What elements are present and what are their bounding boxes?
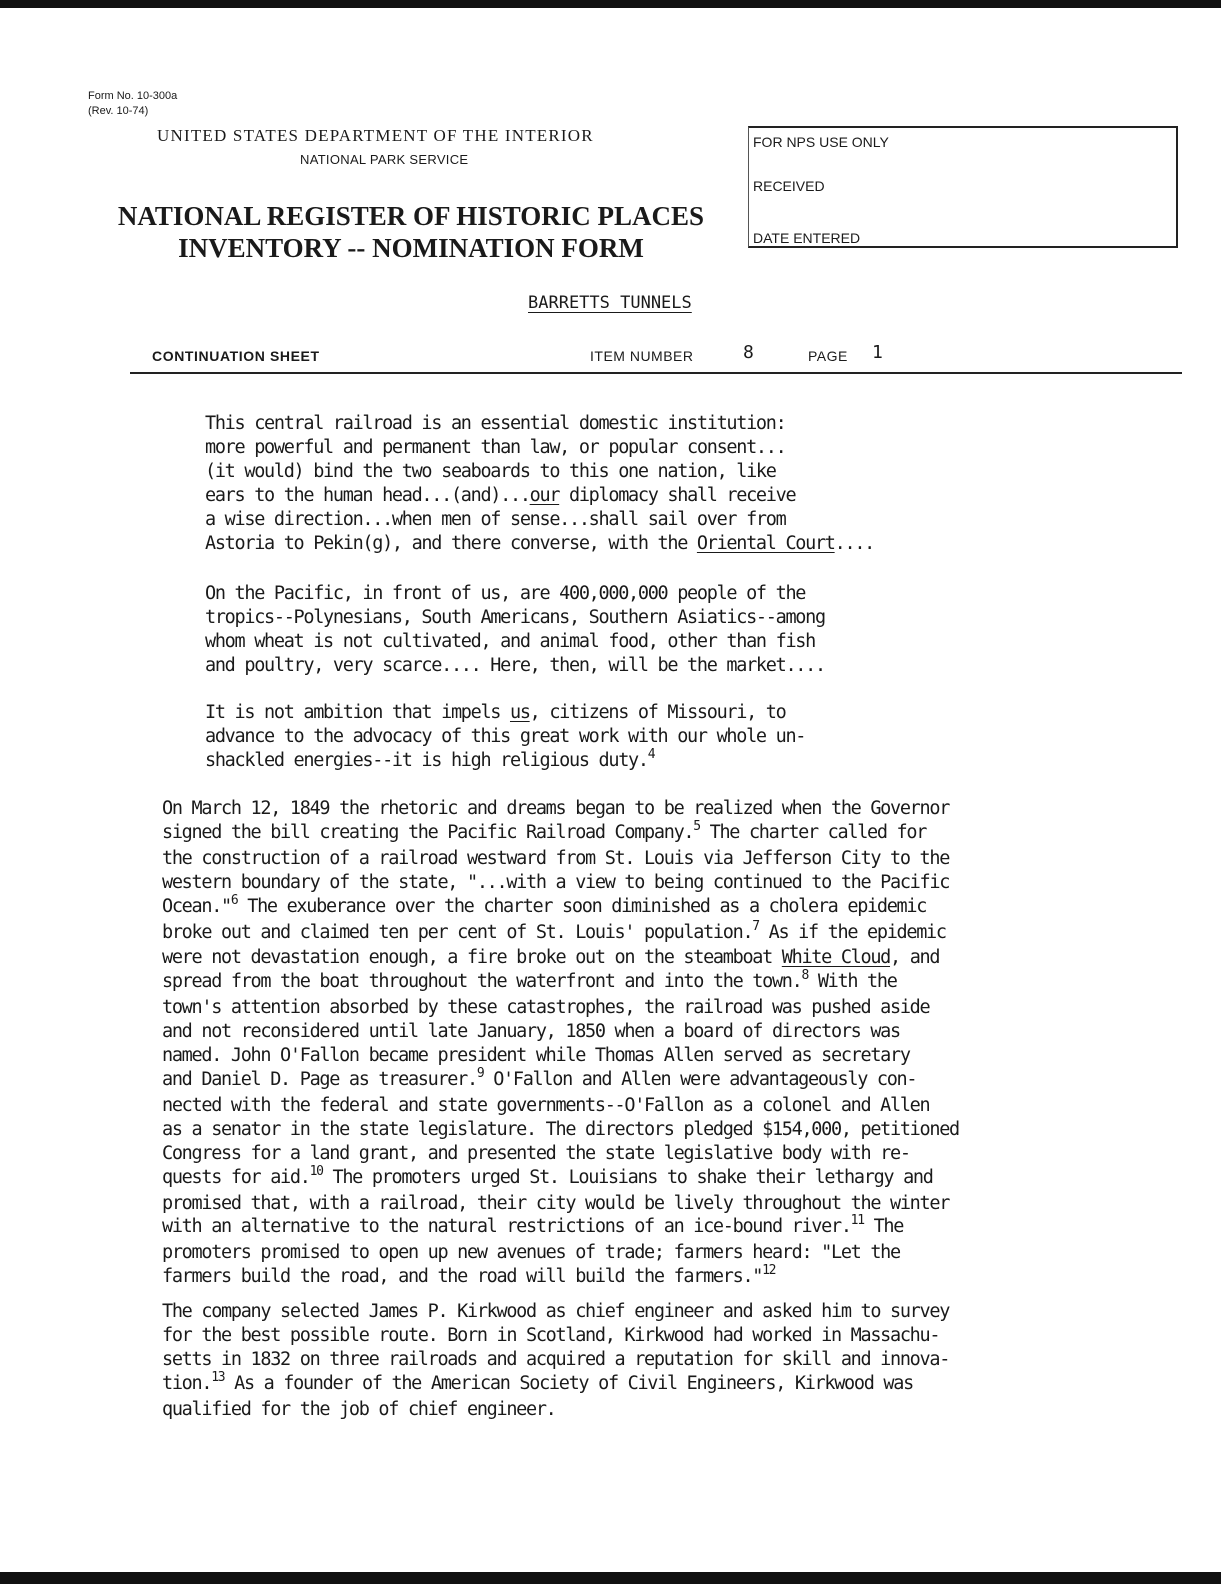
text-line: (it would) bind the two seaboards to this one nation, like [205,460,776,482]
text-line: promised that, with a railroad, their city would be lively throughout the winter [162,1192,950,1214]
text-line: the construction of a railroad westward from St. Louis via Jefferson City to the [162,847,950,869]
form-number [88,89,177,119]
text-run: spread from the boat throughout the waterfront and into the town. [162,971,802,993]
text-line [162,1265,959,1291]
underlined-word: us [509,702,530,723]
text-run: quests for aid. [162,1166,310,1188]
text-line: for the best possible route. Born in Scotland, Kirkwood had worked in Massachu- [162,1324,940,1346]
nps-use-label: FOR NPS USE ONLY [753,134,889,150]
text-line: tropics--Polynesians, South Americans, Southern Asiatics--among [205,606,825,628]
footnote-ref: 5 [693,818,700,834]
text-run: As if the epidemic [758,921,946,943]
text-run: diplomacy shall receive [559,484,796,506]
form-revision-line: (Rev. 10-74) [88,105,149,117]
footnote-ref: 4 [647,746,655,762]
text-line: setts in 1832 on three railroads and acquired a reputation for skill and innova- [162,1348,950,1370]
footnote-ref: 6 [230,892,238,908]
form-title [97,200,725,264]
quote-block-1 [205,412,874,555]
underlined-phrase: White Cloud [781,947,891,969]
footnote-ref: 8 [801,968,808,984]
text-run: , citizens of Missouri, to [529,702,786,723]
body-paragraph-1 [162,797,959,1291]
department-heading: UNITED STATES DEPARTMENT OF THE INTERIOR [157,126,594,145]
text-run: The promoters urged St. Louisians to shake their lethargy and [322,1166,933,1188]
text-run: It is not ambition that impels [205,702,510,723]
text-run: signed the bill creating the Pacific Railroad Company. [162,821,694,843]
text-run: , and [890,947,940,969]
text-line: nected with the federal and state governments--O'Fallon as a colonel and Allen [162,1094,930,1116]
text-run: O'Fallon and Allen were advantageously con- [483,1068,917,1090]
text-line [162,818,959,847]
text-run: broke out and claimed ten per cent of St. Louis' population. [162,921,753,943]
text-run: .... [834,532,874,554]
form-title-line-2: INVENTORY -- NOMINATION FORM [178,233,644,263]
text-run: Astoria to Pekin(g), and there converse, with the [205,532,697,554]
footnote-ref: 13 [211,1369,225,1385]
text-run: farmers build the road, and the road will build the farmers." [162,1266,763,1288]
page-label: PAGE [808,348,848,364]
underlined-phrase: Oriental Court [696,532,835,554]
text-run: With the [808,971,897,993]
text-line: more powerful and permanent than law, or popular consent... [205,436,786,458]
footnote-ref: 11 [850,1213,864,1229]
text-line: and poultry, very scarce.... Here, then, will be the market.... [205,654,825,676]
text-line [205,701,805,725]
text-run: with an alternative to the natural restrictions of an ice-bound river. [162,1216,851,1238]
text-line [205,484,874,508]
form-number-line: Form No. 10-300a [88,90,178,102]
text-line: On March 12, 1849 the rhetoric and dreams began to be realized when the Governor [162,798,950,819]
text-line [162,946,959,970]
item-number-label: ITEM NUMBER [590,348,694,364]
text-line [162,1369,949,1398]
text-line: a wise direction...when men of sense...shall sail over from [205,508,786,530]
received-label: RECEIVED [753,178,825,194]
top-scan-edge [0,0,1221,8]
page-number-value: 1 [872,342,883,363]
text-line [162,970,959,996]
date-entered-label: DATE ENTERED [753,230,861,246]
text-line: On the Pacific, in front of us, are 400,000,000 people of the [205,583,806,604]
property-name: BARRETTS TUNNELS [528,293,692,313]
bottom-scan-edge [0,1572,1221,1584]
quote-block-2 [205,582,825,678]
header-rule [130,372,1182,374]
text-run: shackled energies--it is high religious duty. [205,749,648,771]
text-run: As a founder of the American Society of Civil Engineers, Kirkwood was [224,1372,913,1394]
item-number-value: 8 [743,342,754,363]
text-line: western boundary of the state, "...with a view to being continued to the Pacific [162,871,950,893]
text-line: town's attention absorbed by these catastrophes, the railroad was pushed aside [162,997,930,1019]
text-line: Congress for a land grant, and presented the state legislative body with re- [162,1142,910,1164]
text-run: Ocean." [162,895,231,917]
footnote-ref: 10 [309,1163,323,1179]
text-line [162,892,959,921]
service-heading: NATIONAL PARK SERVICE [300,152,469,167]
text-line: and not reconsidered until late January, 1850 when a board of directors was [162,1021,900,1043]
quote-block-3 [205,701,805,775]
footnote-ref: 12 [762,1263,776,1279]
form-title-line-1: NATIONAL REGISTER OF HISTORIC PLACES [117,201,705,231]
body-paragraph-2 [162,1300,949,1422]
text-line: named. John O'Fallon became president while Thomas Allen served as secretary [162,1045,910,1067]
text-line [205,746,805,775]
text-run: The [863,1216,904,1238]
footnote-ref: 7 [752,918,759,934]
text-line [162,1215,959,1241]
text-line: advance to the advocacy of this great work with our whole un- [205,725,806,747]
text-line: qualified for the job of chief engineer. [162,1398,556,1420]
text-run: were not devastation enough, a fire broke out on the steamboat [162,947,782,969]
text-run: The exuberance over the charter soon diminished as a cholera epidemic [237,895,927,917]
text-line: promoters promised to open up new avenues of trade; farmers heard: "Let the [162,1242,900,1264]
text-line: whom wheat is not cultivated, and animal food, other than fish [205,630,815,652]
text-run: ears to the human head...(and)... [205,484,530,506]
text-run: and Daniel D. Page as treasurer. [162,1068,477,1090]
text-line [205,532,874,556]
text-line: This central railroad is an essential domestic institution: [205,413,786,434]
footnote-ref: 9 [476,1065,484,1081]
text-line [162,1065,959,1094]
nps-use-box [748,126,1178,248]
text-line: The company selected James P. Kirkwood as chief engineer and asked him to survey [162,1301,950,1322]
text-line [162,918,959,947]
text-run: tion. [162,1372,212,1394]
underlined-word: our [529,484,560,506]
text-line: as a senator in the state legislature. The directors pledged $154,000, petitioned [162,1118,959,1140]
continuation-sheet-label: CONTINUATION SHEET [152,348,320,364]
text-run: The charter called for [699,821,927,843]
text-line [162,1163,959,1192]
